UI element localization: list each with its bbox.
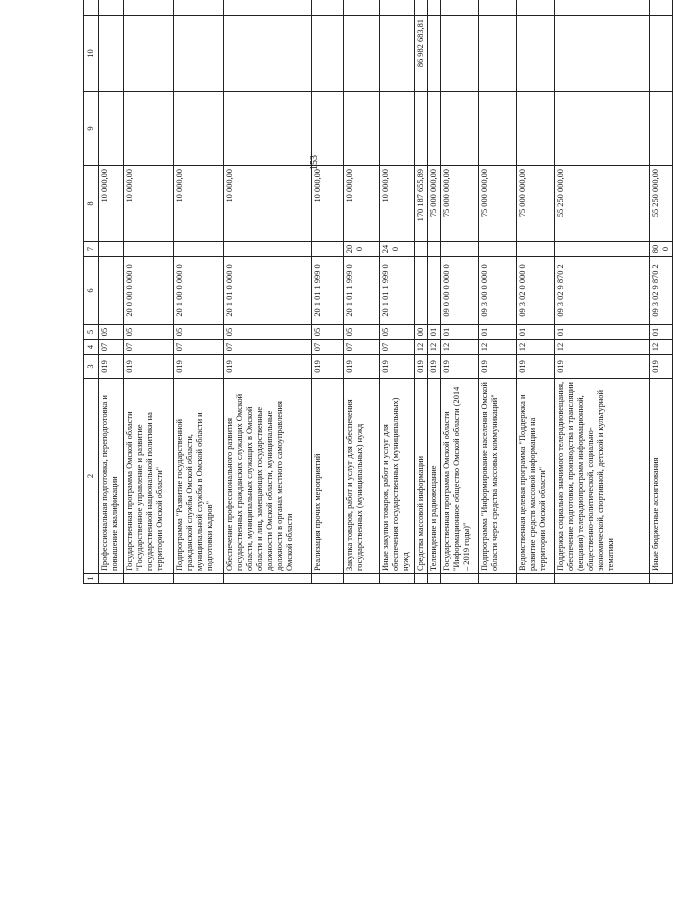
code-cell: 019 xyxy=(479,355,517,379)
item-name-cell: Профессиональная подготовка, переподготовка и повышение квалификации xyxy=(99,379,124,574)
amount-cell xyxy=(428,0,441,16)
amount-cell xyxy=(344,0,380,16)
row-marker-cell xyxy=(517,574,555,584)
expense-type-cell xyxy=(415,242,428,257)
amount-cell xyxy=(224,0,312,16)
table-row xyxy=(312,0,344,584)
target-article-cell: 09 3 00 0 000 0 xyxy=(479,257,517,325)
amount-cell: 10 000,00 xyxy=(124,166,174,242)
subsection-cell: 00 xyxy=(415,325,428,340)
amount-cell xyxy=(174,0,224,16)
header-cell: 2 xyxy=(84,379,99,574)
expense-type-cell xyxy=(428,242,441,257)
subsection-cell: 05 xyxy=(312,325,344,340)
amount-cell: 75 000 000,00 xyxy=(441,166,479,242)
amount-cell xyxy=(517,16,555,92)
amount-cell xyxy=(312,0,344,16)
section-cell: 12 xyxy=(428,340,441,355)
amount-cell: 10 000,00 xyxy=(312,166,344,242)
amount-cell xyxy=(441,0,479,16)
amount-cell: 10 000,00 xyxy=(344,166,380,242)
expense-type-cell xyxy=(517,242,555,257)
item-name-cell: Обеспечение профессионального развития государственных гражданских служащих Омской области, муниципальных служащих в Омской области и лиц, замещающих государственные должности Омской области, муниципальные должности в органах местного самоуправления Омской области xyxy=(224,379,312,574)
amount-cell: 75 000 000,00 xyxy=(517,166,555,242)
code-cell: 019 xyxy=(517,355,555,379)
table-clip xyxy=(83,19,670,850)
table-row xyxy=(479,0,517,584)
code-cell: 019 xyxy=(428,355,441,379)
section-cell: 12 xyxy=(555,340,650,355)
section-cell: 07 xyxy=(344,340,380,355)
header-cell: 10 xyxy=(84,16,99,92)
code-cell: 019 xyxy=(344,355,380,379)
table-row xyxy=(380,0,415,584)
expense-type-cell xyxy=(124,242,174,257)
amount-cell xyxy=(124,92,174,166)
amount-cell xyxy=(479,16,517,92)
row-marker-cell xyxy=(479,574,517,584)
amount-cell: 10 000,00 xyxy=(224,166,312,242)
amount-cell xyxy=(650,0,673,16)
amount-cell xyxy=(555,16,650,92)
code-cell: 019 xyxy=(650,355,673,379)
code-cell: 019 xyxy=(380,355,415,379)
amount-cell xyxy=(428,92,441,166)
header-cell xyxy=(84,0,99,16)
row-marker-cell xyxy=(555,574,650,584)
table-row xyxy=(441,0,479,584)
table-row xyxy=(124,0,174,584)
code-cell: 019 xyxy=(312,355,344,379)
amount-cell xyxy=(555,0,650,16)
target-article-cell: 20 1 01 1 999 0 xyxy=(380,257,415,325)
table-row xyxy=(224,0,312,584)
table-row xyxy=(517,0,555,584)
amount-cell xyxy=(174,92,224,166)
amount-cell xyxy=(650,16,673,92)
section-cell: 07 xyxy=(124,340,174,355)
amount-cell xyxy=(312,92,344,166)
table-row xyxy=(344,0,380,584)
amount-cell xyxy=(479,92,517,166)
header-cell: 9 xyxy=(84,92,99,166)
amount-cell: 75 000 000,00 xyxy=(428,166,441,242)
expense-type-cell xyxy=(555,242,650,257)
table-row xyxy=(555,0,650,584)
amount-cell xyxy=(99,16,124,92)
amount-cell xyxy=(415,0,428,16)
item-name-cell: Закупка товаров, работ и услуг для обеспечения государственных (муниципальных) нужд xyxy=(344,379,380,574)
row-marker-cell xyxy=(415,574,428,584)
target-article-cell: 09 3 02 9 870 2 xyxy=(650,257,673,325)
header-cell: 3 xyxy=(84,355,99,379)
amount-cell xyxy=(344,92,380,166)
section-cell: 12 xyxy=(415,340,428,355)
header-row xyxy=(84,0,99,584)
expense-type-cell xyxy=(99,242,124,257)
amount-cell xyxy=(99,92,124,166)
header-cell: 1 xyxy=(84,574,99,584)
amount-cell xyxy=(380,0,415,16)
code-cell: 019 xyxy=(174,355,224,379)
row-marker-cell xyxy=(124,574,174,584)
target-article-cell xyxy=(99,257,124,325)
amount-cell: 10 000,00 xyxy=(99,166,124,242)
item-name-cell: Поддержка социально значимого телерадиовещания, обеспечение подготовки, производства и трансляции (вещания) телерадиопрограмм информационной, общественно-политической, социально-экономической, спортивной, детской и культурной тематики xyxy=(555,379,650,574)
amount-cell xyxy=(224,92,312,166)
subsection-cell: 01 xyxy=(428,325,441,340)
row-marker-cell xyxy=(650,574,673,584)
amount-cell xyxy=(380,16,415,92)
item-name-cell: Телевидение и радиовещание xyxy=(428,379,441,574)
target-article-cell: 20 1 01 1 999 0 xyxy=(344,257,380,325)
subsection-cell: 05 xyxy=(174,325,224,340)
subsection-cell: 01 xyxy=(479,325,517,340)
amount-cell xyxy=(380,92,415,166)
target-article-cell: 09 3 02 9 870 2 xyxy=(555,257,650,325)
item-name-cell: Реализация прочих мероприятий xyxy=(312,379,344,574)
subsection-cell: 01 xyxy=(650,325,673,340)
code-cell: 019 xyxy=(555,355,650,379)
item-name-cell: Иные бюджетные ассигнования xyxy=(650,379,673,574)
target-article-cell xyxy=(428,257,441,325)
header-cell: 8 xyxy=(84,166,99,242)
item-name-cell: Подпрограмма "Развитие государственной гражданской службы Омской области, муниципальной службы в Омской области и подготовки кадров" xyxy=(174,379,224,574)
target-article-cell: 09 0 00 0 000 0 xyxy=(441,257,479,325)
amount-cell xyxy=(428,16,441,92)
target-article-cell: 20 1 01 0 000 0 xyxy=(224,257,312,325)
expense-type-cell: 240 xyxy=(380,242,415,257)
row-marker-cell xyxy=(99,574,124,584)
expense-type-cell: 200 xyxy=(344,242,380,257)
section-cell: 07 xyxy=(312,340,344,355)
expense-type-cell xyxy=(224,242,312,257)
amount-cell xyxy=(344,16,380,92)
expense-type-cell xyxy=(174,242,224,257)
table-row xyxy=(99,0,124,584)
row-marker-cell xyxy=(224,574,312,584)
header-cell: 4 xyxy=(84,340,99,355)
amount-cell xyxy=(479,0,517,16)
amount-cell: 10 000,00 xyxy=(380,166,415,242)
amount-cell: 55 250 000,00 xyxy=(555,166,650,242)
header-cell: 7 xyxy=(84,242,99,257)
subsection-cell: 05 xyxy=(224,325,312,340)
amount-cell: 170 187 655,89 xyxy=(415,166,428,242)
amount-cell xyxy=(312,16,344,92)
section-cell: 12 xyxy=(517,340,555,355)
amount-cell xyxy=(224,16,312,92)
row-marker-cell xyxy=(344,574,380,584)
item-name-cell: Средства массовой информации xyxy=(415,379,428,574)
row-marker-cell xyxy=(312,574,344,584)
amount-cell xyxy=(174,16,224,92)
target-article-cell xyxy=(415,257,428,325)
target-article-cell: 09 3 02 0 000 0 xyxy=(517,257,555,325)
expense-type-cell xyxy=(479,242,517,257)
code-cell: 019 xyxy=(99,355,124,379)
header-cell: 6 xyxy=(84,257,99,325)
subsection-cell: 01 xyxy=(555,325,650,340)
target-article-cell: 20 0 00 0 000 0 xyxy=(124,257,174,325)
section-cell: 07 xyxy=(380,340,415,355)
item-name-cell: Государственная программа Омской области "Информационное общество Омской области (2014 – 2019 годы)" xyxy=(441,379,479,574)
item-name-cell: Государственная программа Омской области "Государственное управление и развитие государственной национальной политики на территории Омской области" xyxy=(124,379,174,574)
table-body xyxy=(84,0,673,584)
section-cell: 07 xyxy=(174,340,224,355)
subsection-cell: 01 xyxy=(517,325,555,340)
amount-cell xyxy=(555,92,650,166)
table-row xyxy=(415,0,428,584)
section-cell: 12 xyxy=(650,340,673,355)
section-cell: 12 xyxy=(441,340,479,355)
code-cell: 019 xyxy=(415,355,428,379)
section-cell: 07 xyxy=(99,340,124,355)
amount-cell xyxy=(415,92,428,166)
header-cell: 5 xyxy=(84,325,99,340)
item-name-cell: Иные закупки товаров, работ и услуг для обеспечения государственных (муниципальных) нужд xyxy=(380,379,415,574)
code-cell: 019 xyxy=(124,355,174,379)
amount-cell: 10 000,00 xyxy=(174,166,224,242)
page-number: 153 xyxy=(309,155,320,170)
table-row xyxy=(174,0,224,584)
amount-cell xyxy=(517,92,555,166)
target-article-cell: 20 1 01 1 999 0 xyxy=(312,257,344,325)
amount-cell xyxy=(517,0,555,16)
amount-cell xyxy=(124,16,174,92)
section-cell: 07 xyxy=(224,340,312,355)
subsection-cell: 05 xyxy=(380,325,415,340)
amount-cell: 75 000 000,00 xyxy=(479,166,517,242)
table-row xyxy=(428,0,441,584)
expense-type-cell xyxy=(441,242,479,257)
amount-cell xyxy=(650,92,673,166)
subsection-cell: 05 xyxy=(344,325,380,340)
amount-cell xyxy=(441,92,479,166)
amount-cell xyxy=(124,0,174,16)
subsection-cell: 01 xyxy=(441,325,479,340)
target-article-cell: 20 1 00 0 000 0 xyxy=(174,257,224,325)
row-marker-cell xyxy=(441,574,479,584)
table-row xyxy=(650,0,673,584)
item-name-cell: Ведомственная целевая программа "Поддержка и развитие средств массовой информации на территории Омской области" xyxy=(517,379,555,574)
amount-cell: 86 982 683,81 xyxy=(415,16,428,92)
row-marker-cell xyxy=(174,574,224,584)
budget-table-rotated xyxy=(83,0,670,584)
amount-cell xyxy=(99,0,124,16)
row-marker-cell xyxy=(380,574,415,584)
row-marker-cell xyxy=(428,574,441,584)
section-cell: 12 xyxy=(479,340,517,355)
code-cell: 019 xyxy=(224,355,312,379)
amount-cell xyxy=(441,16,479,92)
budget-table xyxy=(83,0,673,584)
subsection-cell: 05 xyxy=(124,325,174,340)
code-cell: 019 xyxy=(441,355,479,379)
expense-type-cell xyxy=(312,242,344,257)
amount-cell: 55 250 000,00 xyxy=(650,166,673,242)
expense-type-cell: 800 xyxy=(650,242,673,257)
item-name-cell: Подпрограмма "Информирование населения Омской области через средства массовых коммуникаций" xyxy=(479,379,517,574)
subsection-cell: 05 xyxy=(99,325,124,340)
